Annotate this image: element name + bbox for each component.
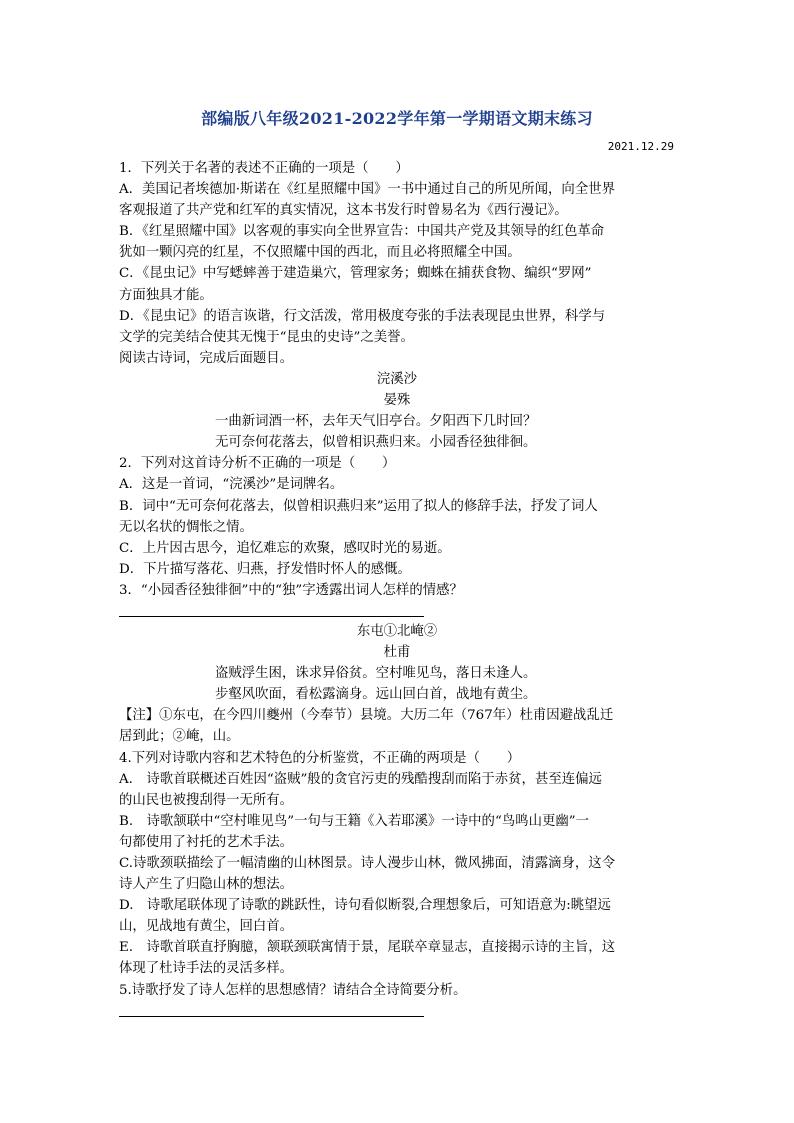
reading-instruction: 阅读古诗词，完成后面题目。: [119, 350, 294, 366]
q4-option-a: A. 诗歌首联概述百姓因“盗贼”般的贪官污吏的残酷搜刮而陷于赤贫，甚至连偏远: [119, 771, 602, 787]
q1-option-a: A．美国记者埃德加·斯诺在《红星照耀中国》一书中通过自己的所见所闻，向全世界: [119, 182, 615, 198]
poem1-line-1: 一曲新词酒一杯，去年天气旧亭台。夕阳西下几时回？: [215, 414, 537, 430]
poem2-note: 【注】①东屯，在今四川夔州（今奉节）县境。大历二年（767年）杜甫因避战乱迁: [119, 708, 614, 724]
q1-option-d-cont: 文学的完美结合使其无愧于“昆虫的史诗”之美誉。: [119, 329, 414, 345]
poem2-line-2: 步壑风吹面，看松露滴身。远山回白首，战地有黄尘。: [215, 687, 537, 703]
question-4-stem: 4.下列对诗歌内容和艺术特色的分析鉴赏，不正确的两项是（ ）: [119, 750, 521, 766]
question-1-stem: 1．下列关于名著的表述不正确的一项是（ ）: [119, 161, 409, 176]
poem2-title: 东屯①北崦②: [356, 623, 438, 639]
q4-option-e-cont: 体现了杜诗手法的灵活多样。: [119, 961, 294, 977]
question-3: 3．“小园香径独徘徊”中的“独”字透露出词人怎样的情感？: [119, 582, 463, 598]
q1-option-a-cont: 客观报道了共产党和红军的真实情况，这本书发行时曾易名为《西行漫记》。: [119, 203, 568, 219]
question-5: 5.诗歌抒发了诗人怎样的思想感情？请结合全诗简要分析。: [119, 982, 467, 998]
q1-option-c-cont: 方面独具才能。: [119, 287, 213, 303]
q4-option-c-cont: 诗人产生了归隐山林的想法。: [119, 877, 294, 893]
poem2-author: 杜甫: [383, 645, 411, 661]
poem1-title: 浣溪沙: [376, 371, 418, 387]
q4-option-b: B. 诗歌颔联中“空村唯见鸟”一句与王籍《入若耶溪》一诗中的“鸟鸣山更幽”一: [119, 813, 589, 829]
q4-option-a-cont: 的山民也被搜刮得一无所有。: [119, 792, 294, 808]
q2-option-d: D．下片描写落花、归燕，抒发惜时怀人的感慨。: [119, 561, 411, 577]
q2-option-b-cont: 无以名状的惆怅之情。: [119, 519, 253, 535]
q1-option-b-cont: 犹如一颗闪亮的红星，不仅照耀中国的西北，而且必将照耀全中国。: [119, 245, 521, 261]
answer-line-q5: [119, 1001, 675, 1021]
poem2-note-cont: 居到此；②崦，山。: [119, 729, 240, 745]
poem1-author: 晏殊: [383, 393, 411, 409]
page-title: 部编版八年级2021-2022学年第一学期语文期末练习: [201, 109, 593, 128]
q2-option-c: C．上片因古思今，追忆难忘的欢聚，感叹时光的易逝。: [119, 540, 451, 556]
exam-content: [119, 158, 675, 1021]
q1-option-d: D．《昆虫记》的语言诙谐，行文活泼，常用极度夸张的手法表现昆虫世界，科学与: [119, 308, 606, 324]
q2-option-b: B．词中“无可奈何花落去，似曾相识燕归来”运用了拟人的修辞手法，抒发了词人: [119, 498, 598, 514]
q4-option-c: C.诗歌颈联描绘了一幅清幽的山林图景。诗人漫步山林，微风拂面，清露滴身，这令: [119, 856, 616, 871]
q1-option-c: C．《昆虫记》中写蟋蟀善于建造巢穴，管理家务；蜘蛛在捕获食物、编织“罗网”: [119, 266, 592, 282]
q1-option-b: B．《红星照耀中国》以客观的事实向全世界宣告：中国共产党及其领导的红色革命: [119, 224, 605, 240]
q2-option-a: A．这是一首词，“浣溪沙”是词牌名。: [119, 477, 344, 493]
q4-option-b-cont: 句都使用了衬托的艺术手法。: [119, 834, 294, 850]
exam-date: 2021.12.29: [607, 140, 674, 153]
answer-line-q3: [119, 601, 675, 621]
poem1-line-2: 无可奈何花落去，似曾相识燕归来。小园香径独徘徊。: [215, 435, 537, 451]
q4-option-d: D. 诗歌尾联体现了诗歌的跳跃性，诗句看似断裂,合理想象后，可知语意为:眺望远: [119, 898, 611, 914]
q4-option-d-cont: 山，见战地有黄尘，回白首。: [119, 919, 294, 935]
question-2-stem: 2．下列对这首诗分析不正确的一项是（ ）: [119, 456, 396, 472]
poem2-line-1: 盗贼浮生困，诛求异俗贫。空村唯见鸟，落日未逢人。: [215, 666, 537, 682]
q4-option-e: E. 诗歌首联直抒胸臆，颔联颈联寓情于景，尾联卒章显志，直接揭示诗的主旨，这: [119, 940, 616, 956]
